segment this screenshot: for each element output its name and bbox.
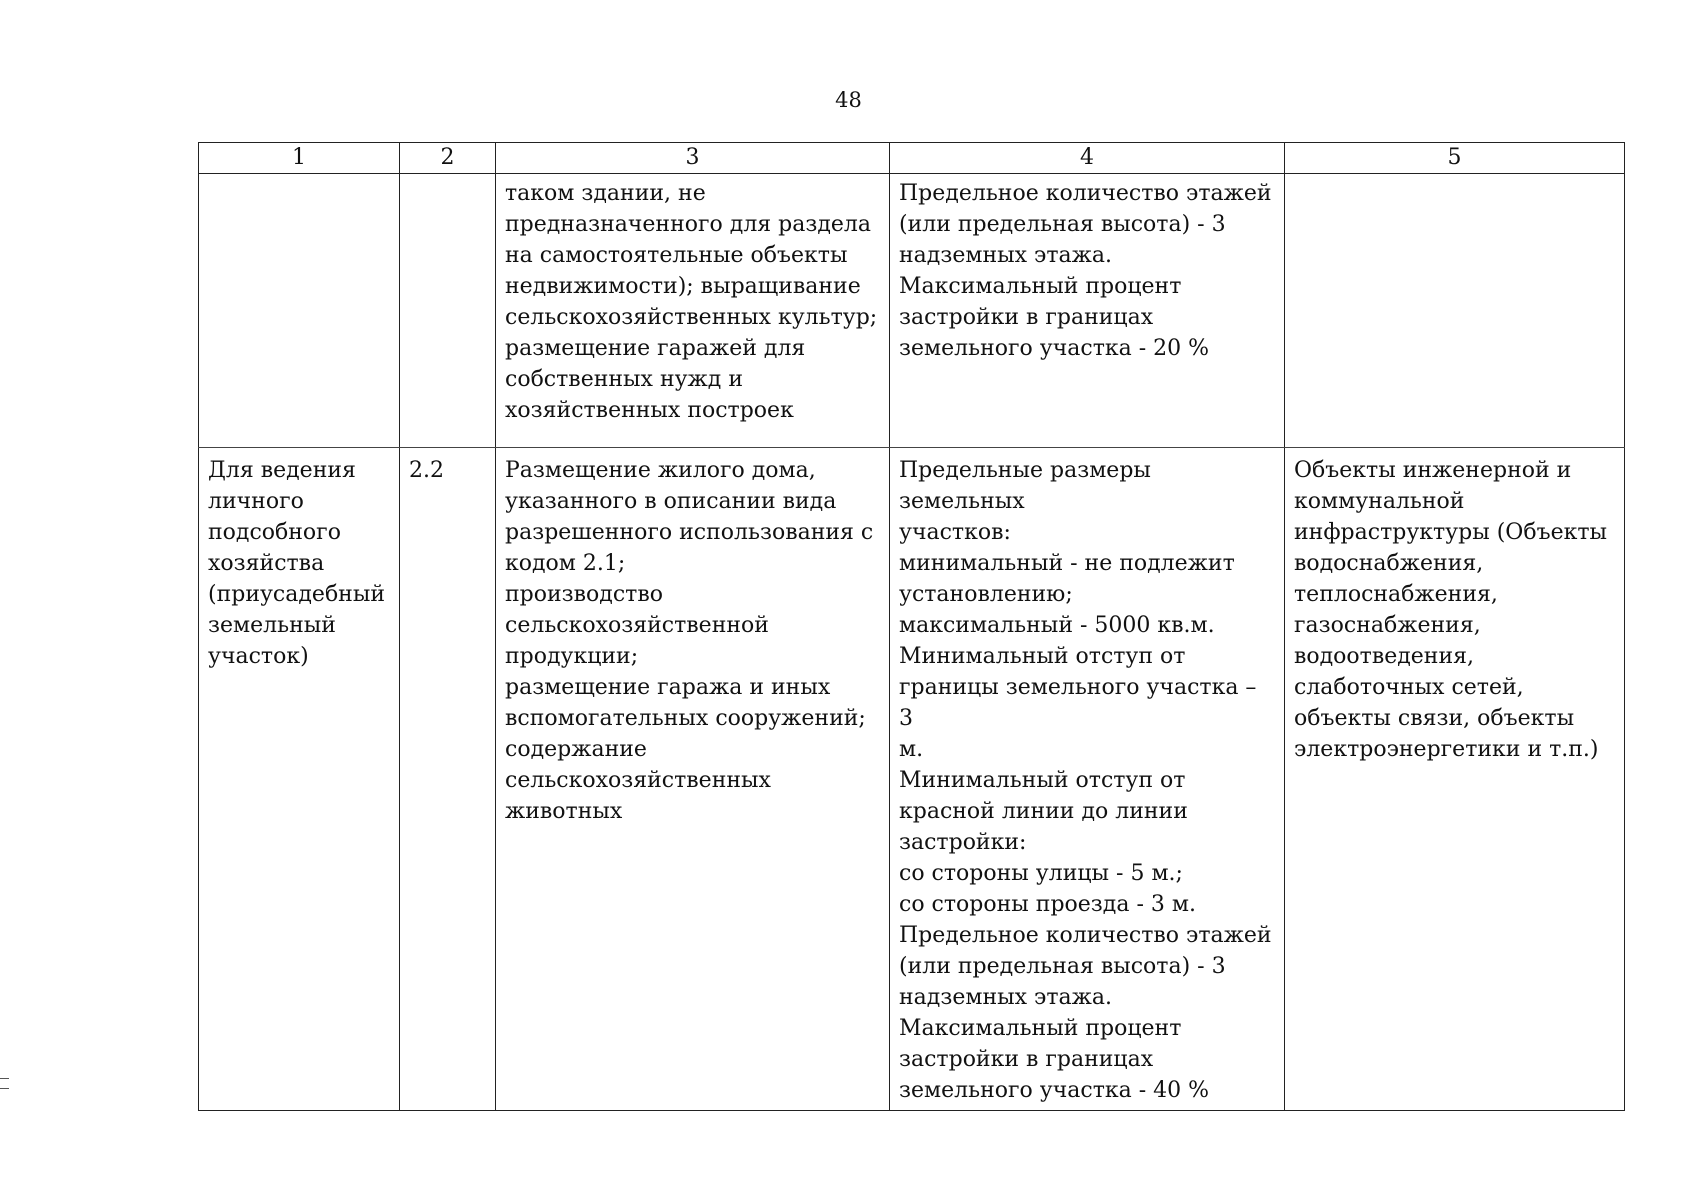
zoning-table	[198, 142, 1625, 1111]
cell-description: таком здании, не предназначенного для раздела на самостоятельные объекты недвижимости); выращивание сельскохозяйственных культур; размещение гаражей для собственных нужд и хозяйственных построек	[496, 174, 890, 448]
cell-code	[400, 174, 496, 448]
table-row	[199, 174, 1625, 448]
column-header-5: 5	[1285, 143, 1625, 174]
cell-auxiliary-objects	[1285, 174, 1625, 448]
cell-description: Размещение жилого дома, указанного в описании вида разрешенного использования с кодом 2.1; производство сельскохозяйственной продукции; размещение гаража и иных вспомогательных сооружений; содержание сельскохозяйственных животных	[496, 448, 890, 1111]
scan-margin-mark	[0, 1078, 9, 1089]
table-header-row	[199, 143, 1625, 174]
table-row	[199, 448, 1625, 1111]
cell-auxiliary-objects: Объекты инженерной и коммунальной инфраструктуры (Объекты водоснабжения, теплоснабжения, газоснабжения, водоотведения, слаботочных сетей, объекты связи, объекты электроэнергетики и т.п.)	[1285, 448, 1625, 1111]
column-header-4: 4	[890, 143, 1285, 174]
cell-parameters: Предельные размеры земельных участков: минимальный - не подлежит установлению; максимальный - 5000 кв.м. Минимальный отступ от границы земельного участка – 3 м. Минимальный отступ от красной линии до линии застройки: со стороны улицы - 5 м.; со стороны проезда - 3 м. Предельное количество этажей (или предельная высота) - 3 надземных этажа. Максимальный процент застройки в границах земельного участка - 40 %	[890, 448, 1285, 1111]
column-header-3: 3	[496, 143, 890, 174]
cell-use-type	[199, 174, 400, 448]
cell-parameters: Предельное количество этажей (или предельная высота) - 3 надземных этажа. Максимальный процент застройки в границах земельного участка - 20 %	[890, 174, 1285, 448]
cell-use-type: Для ведения личного подсобного хозяйства (приусадебный земельный участок)	[199, 448, 400, 1111]
page-number: 48	[835, 88, 862, 112]
column-header-1: 1	[199, 143, 400, 174]
cell-code: 2.2	[400, 448, 496, 1111]
column-header-2: 2	[400, 143, 496, 174]
